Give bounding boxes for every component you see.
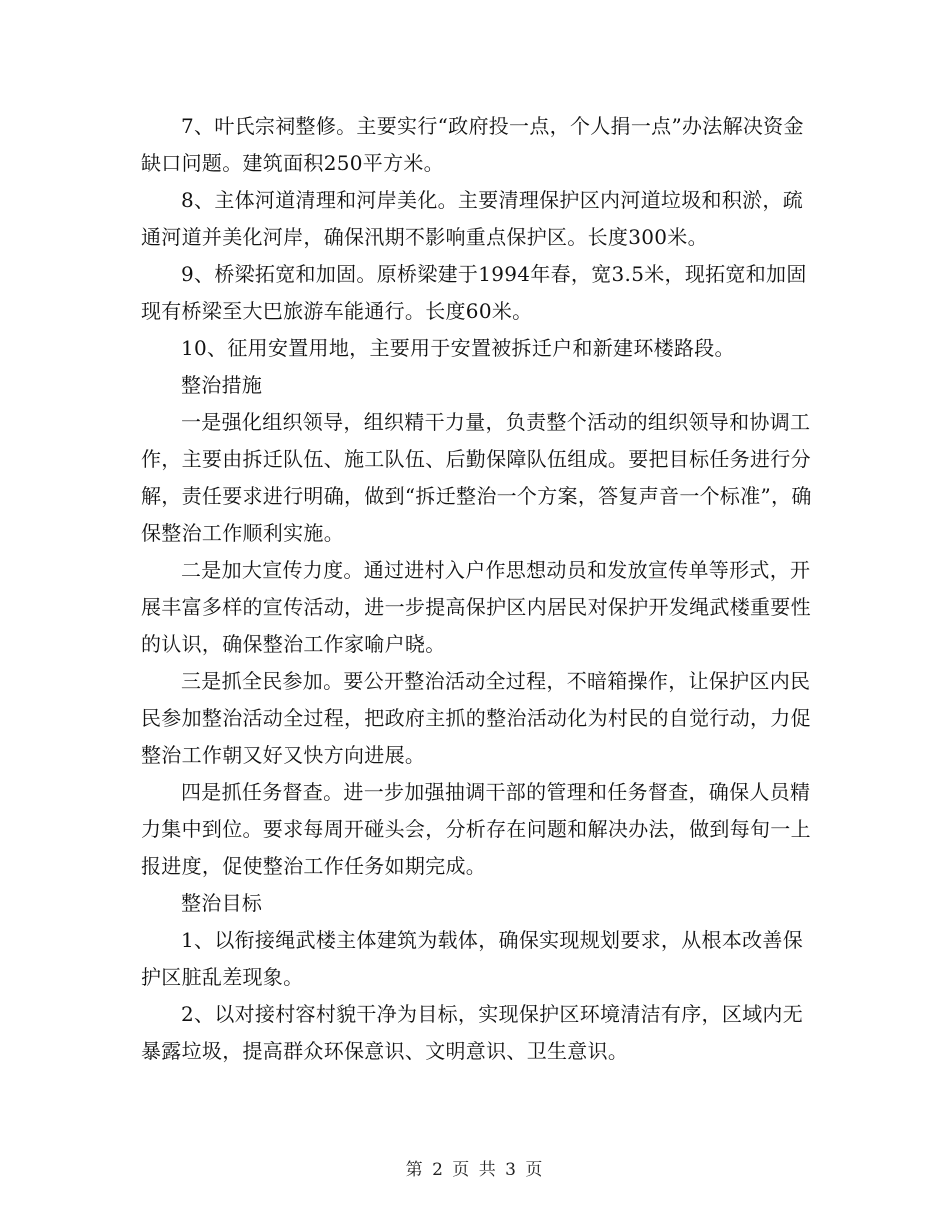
paragraph-goal-2: 2、以对接村容村貌干净为目标，实现保护区环境清洁有序，区域内无暴露垃圾，提高群众环保意识、文明意识、卫生意识。 (141, 1002, 804, 1063)
section-heading-goals: 整治目标 (181, 891, 263, 915)
document-body (141, 108, 821, 1070)
paragraph-item-8: 8、主体河道清理和河岸美化。主要清理保护区内河道垃圾和积淤，疏通河道并美化河岸，确保汛期不影响重点保护区。长度300米。 (141, 188, 804, 249)
paragraph-measure-3: 三是抓全民参加。要公开整治活动全过程，不暗箱操作，让保护区内民民参加整治活动全过程，把政府主抓的整治活动化为村民的自觉行动，力促整治工作朝又好又快方向进展。 (141, 669, 811, 767)
paragraph-item-10: 10、征用安置用地，主要用于安置被拆迁户和新建环楼路段。 (181, 336, 735, 360)
paragraph-measure-1: 一是强化组织领导，组织精干力量，负责整个活动的组织领导和协调工作，主要由拆迁队伍、施工队伍、后勤保障队伍组成。要把目标任务进行分解，责任要求进行明确，做到“拆迁整治一个方案，答复声音一个标准”，确保整治工作顺利实施。 (141, 410, 812, 545)
page-number-footer: 第 2 页 共 3 页 (405, 1160, 545, 1180)
paragraph-measure-4: 四是抓任务督查。进一步加强抽调干部的管理和任务督查，确保人员精力集中到位。要求每周开碰头会，分析存在问题和解决办法，做到每旬一上报进度，促使整治工作任务如期完成。 (141, 780, 811, 878)
paragraph-item-9: 9、桥梁拓宽和加固。原桥梁建于1994年春，宽3.5米，现拓宽和加固现有桥梁至大巴旅游车能通行。长度60米。 (141, 262, 807, 323)
paragraph-measure-2: 二是加大宣传力度。通过进村入户作思想动员和发放宣传单等形式，开展丰富多样的宣传活动，进一步提高保护区内居民对保护开发绳武楼重要性的认识，确保整治工作家喻户晓。 (141, 558, 811, 656)
paragraph-goal-1: 1、以衔接绳武楼主体建筑为载体，确保实现规划要求，从根本改善保护区脏乱差现象。 (141, 928, 804, 989)
paragraph-item-7: 7、叶氏宗祠整修。主要实行“政府投一点，个人捐一点”办法解决资金缺口问题。建筑面积250平方米。 (141, 114, 804, 175)
section-heading-measures: 整治措施 (181, 373, 263, 397)
